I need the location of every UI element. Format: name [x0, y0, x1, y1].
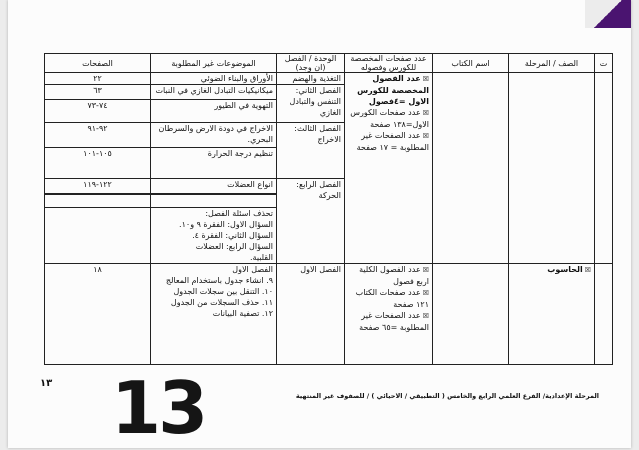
table-row: [45, 264, 613, 365]
check-bullet-icon: ☒: [584, 266, 591, 274]
book-cell: [433, 73, 509, 264]
pages-cell: ٢٢: [45, 73, 151, 85]
page-number-overlay: 13: [111, 366, 206, 450]
pages-cell: ٦٣: [45, 85, 151, 100]
topic-cell: ميكانيكيات التبادل الغازي في النبات: [151, 85, 277, 100]
document-page: [8, 0, 631, 448]
check-bullet-icon: ☒: [422, 312, 429, 320]
topic-cell: تنظيم درجة الحرارة: [151, 148, 277, 179]
unit-cell: الفصل الثالث: الاخراج: [277, 122, 345, 179]
table-row: [45, 73, 613, 85]
pages-cell: ٩٢-٩١: [45, 122, 151, 148]
col-header-num: ت: [595, 54, 613, 73]
topic-cell: [151, 195, 277, 208]
grade-cell: ☒الحاسوب: [509, 264, 595, 365]
topic-cell: انواع العضلات: [151, 179, 277, 194]
pages-cell: ٧٤-٧٣: [45, 99, 151, 122]
footer-caption: المرحلة الإعدادية/ الفرع العلمي الرابع والخامس ( التطبيقي / الاحيائي ) / للصفوف غير المنتهية: [295, 392, 599, 400]
col-header-pages-count: عدد صفحات المخصصة للكورس وفصوله: [345, 54, 433, 73]
pages-cell: [45, 208, 151, 264]
pages-cell: ١٠٥-١٠١: [45, 148, 151, 179]
check-bullet-icon: ☒: [422, 266, 429, 274]
col-header-unit: الوحدة / الفصل (ان وجد): [277, 54, 345, 73]
corner-decoration: [585, 0, 631, 28]
pages-count-cell: ☒عدد الفصول الكلية اربع فصول ☒عدد صفحات الكتاب ١٢١ صفحة ☒عدد الصفحات غير المطلوبة =٦٥ صفحة: [345, 264, 433, 365]
pages-cell: ١٨: [45, 264, 151, 365]
topic-cell: الأوراق والبناء الضوئي: [151, 73, 277, 85]
unit-cell: التغذية والهضم: [277, 73, 345, 85]
col-header-book: اسم الكتاب: [433, 54, 509, 73]
syllabus-table: [44, 53, 613, 365]
col-header-pages: الصفحات: [45, 54, 151, 73]
check-bullet-icon: ☒: [422, 289, 429, 297]
unit-cell: الفصل الثاني: التنفس والتبادل الغازي: [277, 85, 345, 123]
check-bullet-icon: ☒: [422, 132, 429, 140]
unit-cell: الفصل الرابع: الحركة: [277, 179, 345, 264]
grade-cell: [509, 73, 595, 264]
col-header-excluded-topics: الموضوعات غير المطلوبة: [151, 54, 277, 73]
pages-count-cell: ☒عدد الفصول المخصصة للكورس الاول =٤فصول ☒عدد صفحات الكورس الاول=١٣٨ صفحة ☒عدد الصفحات غير المطلوبة = ١٧ صفحة: [345, 73, 433, 264]
unit-cell: الفصل الاول: [277, 264, 345, 365]
pages-cell: [45, 195, 151, 208]
page-number: ١٣: [40, 378, 53, 389]
check-bullet-icon: ☒: [422, 109, 429, 117]
questions-cell: تحذف اسئلة الفصل: السؤال الاول: الفقرة ٩ و١٠. السؤال الثاني: الفقرة ٤. السؤال الرابع: العضلات القلبية.: [151, 208, 277, 264]
topic-cell: التهوية في الطيور: [151, 99, 277, 122]
check-bullet-icon: ☒: [422, 75, 429, 83]
row-num-cell: [595, 73, 613, 264]
pages-cell: ١٢٢-١١٩: [45, 179, 151, 194]
topic-cell: الاخراج في دودة الارض والسرطان البحري.: [151, 122, 277, 148]
book-cell: [433, 264, 509, 365]
col-header-grade: الصف / المرحلة: [509, 54, 595, 73]
row-num-cell: [595, 264, 613, 365]
topic-cell: الفصل الاول ٩. انشاء جدول باستخدام المعالج ١٠. التنقل بين سجلات الجدول ١١. حذف السجلات من الجدول ١٢. تصفية البيانات: [151, 264, 277, 365]
header-row: [45, 54, 613, 73]
